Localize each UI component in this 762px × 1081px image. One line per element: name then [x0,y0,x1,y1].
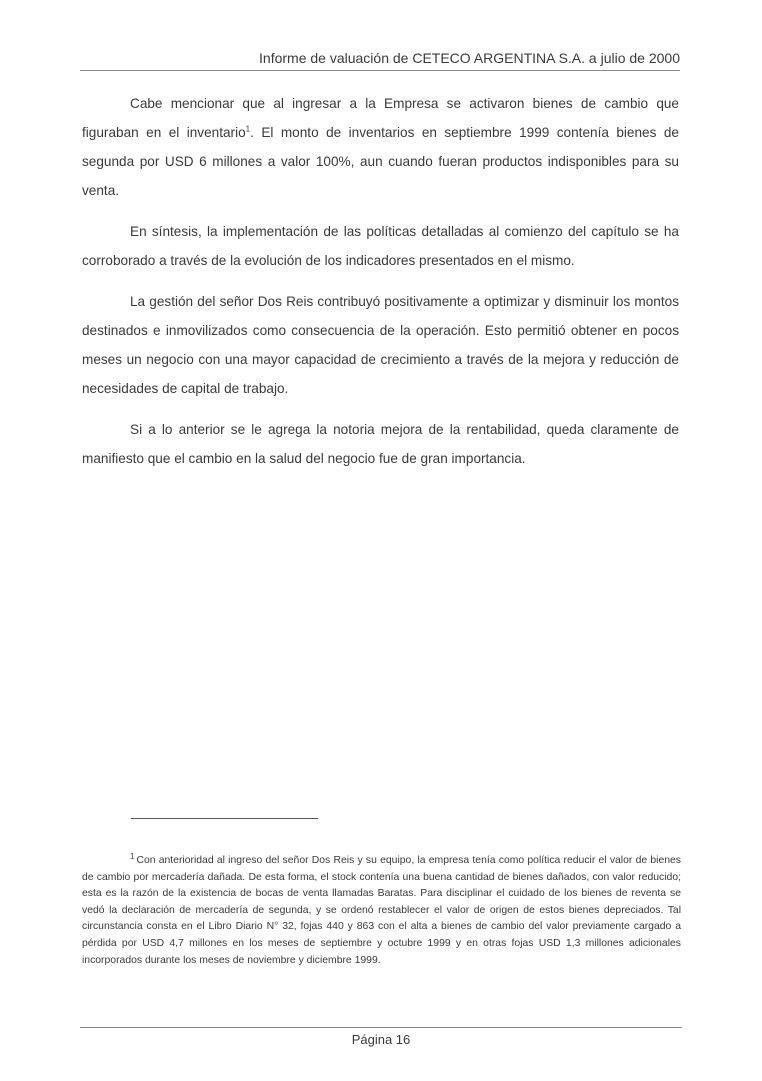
header-divider [80,70,680,71]
paragraph-1-text-b: . El monto de inventarios en septiembre 1999 contenía bienes de segunda por USD 6 millones a valor 100%, aun cuando fueran productos indisponibles para su venta. [82,125,679,198]
paragraph-2: En síntesis, la implementación de las políticas detalladas al comienzo del capítulo se ha corroborado a través de la evolución de los indicadores presentados en el mismo. [82,224,679,268]
page-header [80,50,680,66]
page-footer [80,1032,682,1047]
footnote-number: 1 [130,851,135,861]
header-title: Informe de valuación de CETECO ARGENTINA S.A. a julio de 2000 [259,50,680,66]
document-body [82,89,679,485]
paragraph-3: La gestión del señor Dos Reis contribuyó positivamente a optimizar y disminuir los montos destinados e inmovilizados como consecuencia de la operación. Esto permitió obtener en pocos meses un negocio con una mayor capacidad de crecimiento a través de la mejora y reducción de necesidades de capital de trabajo. [82,294,679,396]
paragraph-4: Si a lo anterior se le agrega la notoria mejora de la rentabilidad, queda claramente de manifiesto que el cambio en la salud del negocio fue de gran importancia. [82,422,679,466]
footnote-text: Con anterioridad al ingreso del señor Dos Reis y su equipo, la empresa tenía como política reducir el valor de bienes de cambio por mercadería dañada. De esta forma, el stock contenía una buena cantidad de bienes dañados, con valor reducido; esta es la razón de la existencia de bocas de venta llamadas Baratas. Para disciplinar el cuidado de los bienes de reventa se vedó la declaración de mercadería de segunda, y se ordenó restablecer el valor de origen de estos bienes depreciados. Tal circunstancia consta en el Libro Diario N° 32, fojas 440 y 863 con el alta a bienes de cambio del valor previamente cargado a pérdida por USD 4,7 millones en los meses de septiembre y octubre 1999 y en otras fojas USD 1,3 millones adicionales incorporados durante los meses de noviembre y diciembre 1999. [82,855,681,966]
footer-divider [80,1027,682,1028]
page-number: Página 16 [351,1032,411,1047]
footnote-separator [131,818,318,819]
footnote-paragraph [82,853,681,969]
footnote [82,853,681,969]
paragraph-1 [82,89,679,205]
paragraph-1-text-a: Cabe mencionar que al ingresar a la Empresa se activaron bienes de cambio que figuraban en el inventario [82,96,679,140]
footnote-reference[interactable]: 1 [245,124,251,134]
